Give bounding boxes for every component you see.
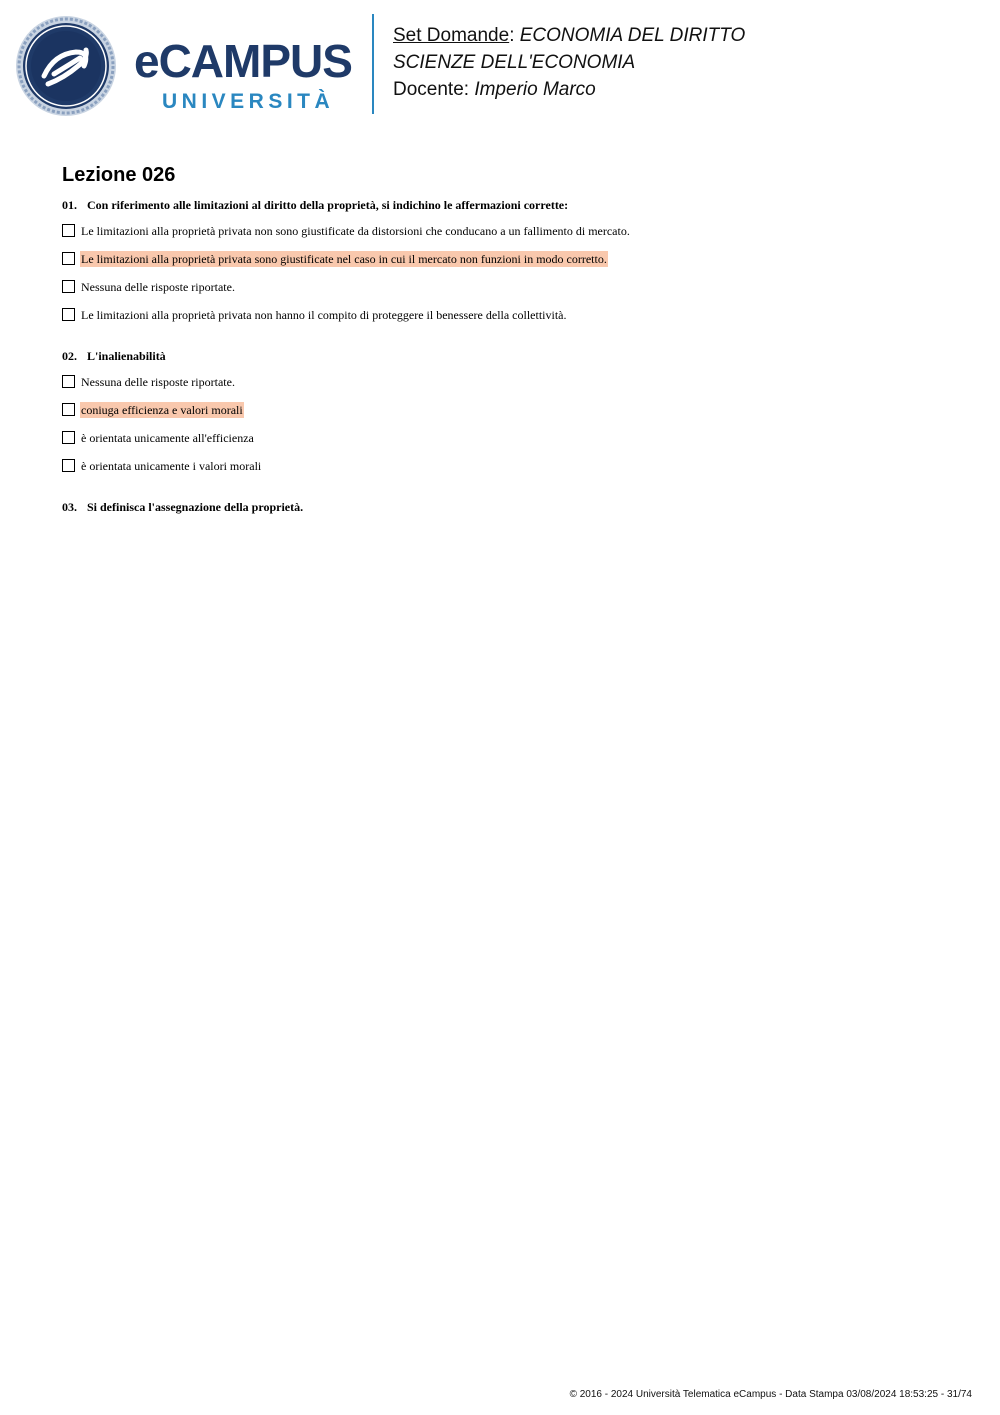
- set-line: [393, 22, 745, 49]
- course-name: ECONOMIA DEL DIRITTO: [519, 25, 746, 46]
- answer-checkbox[interactable]: [62, 252, 75, 265]
- question-text: L'inalienabilità: [87, 349, 166, 363]
- question-block: [62, 499, 303, 515]
- lesson-title: Lezione 026: [62, 164, 176, 186]
- answer-checkbox[interactable]: [62, 459, 75, 472]
- set-separator: :: [509, 25, 520, 46]
- answer-checkbox[interactable]: [62, 280, 75, 293]
- page-footer: © 2016 - 2024 Università Telematica eCampus - Data Stampa 03/08/2024 18:53:25 - 31/74: [569, 1389, 972, 1400]
- answer-text: Le limitazioni alla proprietà privata non hanno il compito di proteggere il benessere della collettività.: [81, 308, 567, 322]
- answer-checkbox[interactable]: [62, 375, 75, 388]
- answer-text-highlighted: coniuga efficienza e valori morali: [81, 403, 243, 417]
- answer-checkbox[interactable]: [62, 224, 75, 237]
- teacher-name: Imperio Marco: [474, 79, 596, 100]
- logo-subtitle: UNIVERSITÀ: [162, 90, 335, 113]
- answer-option[interactable]: [62, 278, 568, 298]
- question-heading: [62, 499, 303, 515]
- header-divider: [372, 14, 374, 114]
- question-number: 02.: [62, 349, 77, 363]
- logo-wordmark: eCAMPUS: [134, 35, 352, 87]
- answer-checkbox[interactable]: [62, 431, 75, 444]
- answer-checkbox[interactable]: [62, 308, 75, 321]
- answer-text: Nessuna delle risposte riportate.: [81, 375, 235, 389]
- answer-text: è orientata unicamente i valori morali: [81, 459, 262, 473]
- teacher-label: Docente:: [393, 79, 475, 100]
- question-heading: [62, 197, 568, 213]
- set-label: Set Domande: [393, 25, 510, 46]
- answer-option[interactable]: [62, 373, 235, 393]
- question-number: 01.: [62, 198, 77, 212]
- teacher-line: [393, 76, 745, 103]
- answer-text: è orientata unicamente all'efficienza: [81, 431, 254, 445]
- question-block: [62, 197, 630, 326]
- answer-text: Nessuna delle risposte riportate.: [81, 280, 235, 294]
- header-info: [393, 22, 745, 103]
- degree-name: SCIENZE DELL'ECONOMIA: [393, 52, 636, 73]
- answer-text: Le limitazioni alla proprietà privata non sono giustificate da distorsioni che conducano a un fallimento di mercato.: [81, 224, 630, 238]
- answer-option[interactable]: [62, 401, 243, 421]
- answer-option[interactable]: [62, 429, 254, 449]
- answer-option[interactable]: [62, 306, 568, 326]
- question-number: 03.: [62, 500, 77, 514]
- answer-text-highlighted: Le limitazioni alla proprietà privata sono giustificate nel caso in cui il mercato non funzioni in modo corretto.: [81, 252, 607, 266]
- page-header: [0, 0, 1000, 130]
- university-seal-icon: [14, 14, 118, 118]
- answer-checkbox[interactable]: [62, 403, 75, 416]
- answer-option[interactable]: [62, 457, 262, 477]
- question-heading: [62, 348, 166, 364]
- ecampus-logo: [14, 14, 359, 118]
- answer-option[interactable]: [62, 222, 630, 242]
- answer-option[interactable]: [62, 250, 607, 270]
- question-text: Si definisca l'assegnazione della proprietà.: [87, 500, 304, 514]
- question-block: [62, 348, 262, 477]
- question-text: Con riferimento alle limitazioni al diritto della proprietà, si indichino le affermazioni corrette:: [87, 198, 569, 212]
